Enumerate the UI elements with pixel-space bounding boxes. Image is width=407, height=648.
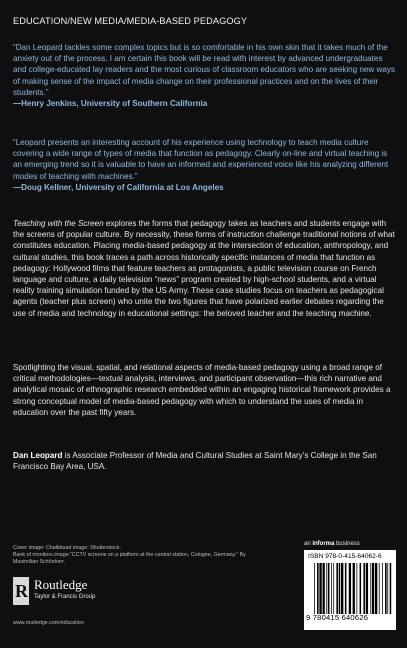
description-paragraph-1 xyxy=(13,218,395,319)
author-name: Dan Leopard xyxy=(13,451,63,460)
quote-1-text: “Dan Leopard tackles some complex topics but is so comfortable in his own skin that it takes much of the anxiety out of the process. I am certain this book will be read with interest by advanced undergraduates and college-educated lay readers and the most curious of classroom educators who are seeking new ways of making sense of the impact of media change on their professional practices and on the lives of their students.” xyxy=(13,43,395,97)
quote-2-attribution: —Doug Kellner, University of California at Los Angeles xyxy=(13,182,224,192)
quote-1-attribution: —Henry Jenkins, University of Southern California xyxy=(13,99,208,109)
barcode-icon xyxy=(314,563,392,614)
credit-line-2: Bank of monitors image:“CCTV screens on a platform at the central station, Cologne, Germany.” By Maximilian Schönherr. xyxy=(13,552,246,565)
endorsement-quote-2 xyxy=(13,137,395,193)
publisher-group: Taylor & Francis Group xyxy=(34,594,96,600)
description-paragraph-1-text: explores the forms that pedagogy takes as teachers and students engage with the screens of popular culture. By necessity, these forms of instruction challenge traditional notions of what constitutes education. Placing media-based pedagogy at the intersection of education, anthropology, and cultural studies, this book traces a path across historically specific instances of media that function as pedagogy: Hollywood films that feature teachers as protagonists, a public television course on French language and culture, a daily television “news” program created by high-school students, and a virtual reality training simulation funded by the US Army. These case studies focus on teachers as pedagogical agents (teacher plus screen) who unite the two figures that have polarized earlier debates regarding the use of media and technology in educational settings: the beloved teacher and the teaching machine. xyxy=(13,219,395,318)
endorsement-quote-1 xyxy=(13,42,395,109)
barcode-panel xyxy=(304,550,396,630)
image-credits xyxy=(13,545,253,566)
quote-2-text: “Leopard presents an interesting account of his experience using technology to teach media culture covering a wide range of types of media that function as pedagogy. Clearly on-line and virtual teaching is an emerging trend so it is valuable to have an informed and experienced voice like his analyzing different modes of teaching with machines.” xyxy=(13,138,389,181)
author-bio xyxy=(13,450,395,472)
isbn-text: ISBN 978-0-415-64062-6 xyxy=(308,553,382,560)
publisher-name: Routledge xyxy=(34,577,88,592)
routledge-emblem-icon: R xyxy=(13,577,29,605)
barcode-number: 9 780415 640626 xyxy=(306,613,369,622)
category-heading: EDUCATION/NEW MEDIA/MEDIA-BASED PEDAGOGY xyxy=(13,16,248,26)
publisher-url: www.routledge.com/education xyxy=(13,620,84,626)
description-paragraph-2: Spotlighting the visual, spatial, and relational aspects of media-based pedagogy using a broad range of critical methodologies—textual analysis, interviews, and participant observation—this rich narrative and analytical mosaic of ethnographic research embedded within an engaging historical framework provides a strong conceptual model of media-based pedagogy with which to understand the uses of media in education over the past fifty years. xyxy=(13,363,391,417)
informa-business-label: an informa business xyxy=(304,541,360,547)
author-bio-text: is Associate Professor of Media and Cultural Studies at Saint Mary’s College in the San Francisco Bay Area, USA. xyxy=(13,451,377,472)
publisher-logo xyxy=(13,577,153,607)
credit-line-1: Cover image: Chalkboad image: Shutterstock. xyxy=(13,545,122,551)
book-title-italic: Teaching with the Screen xyxy=(13,219,104,228)
